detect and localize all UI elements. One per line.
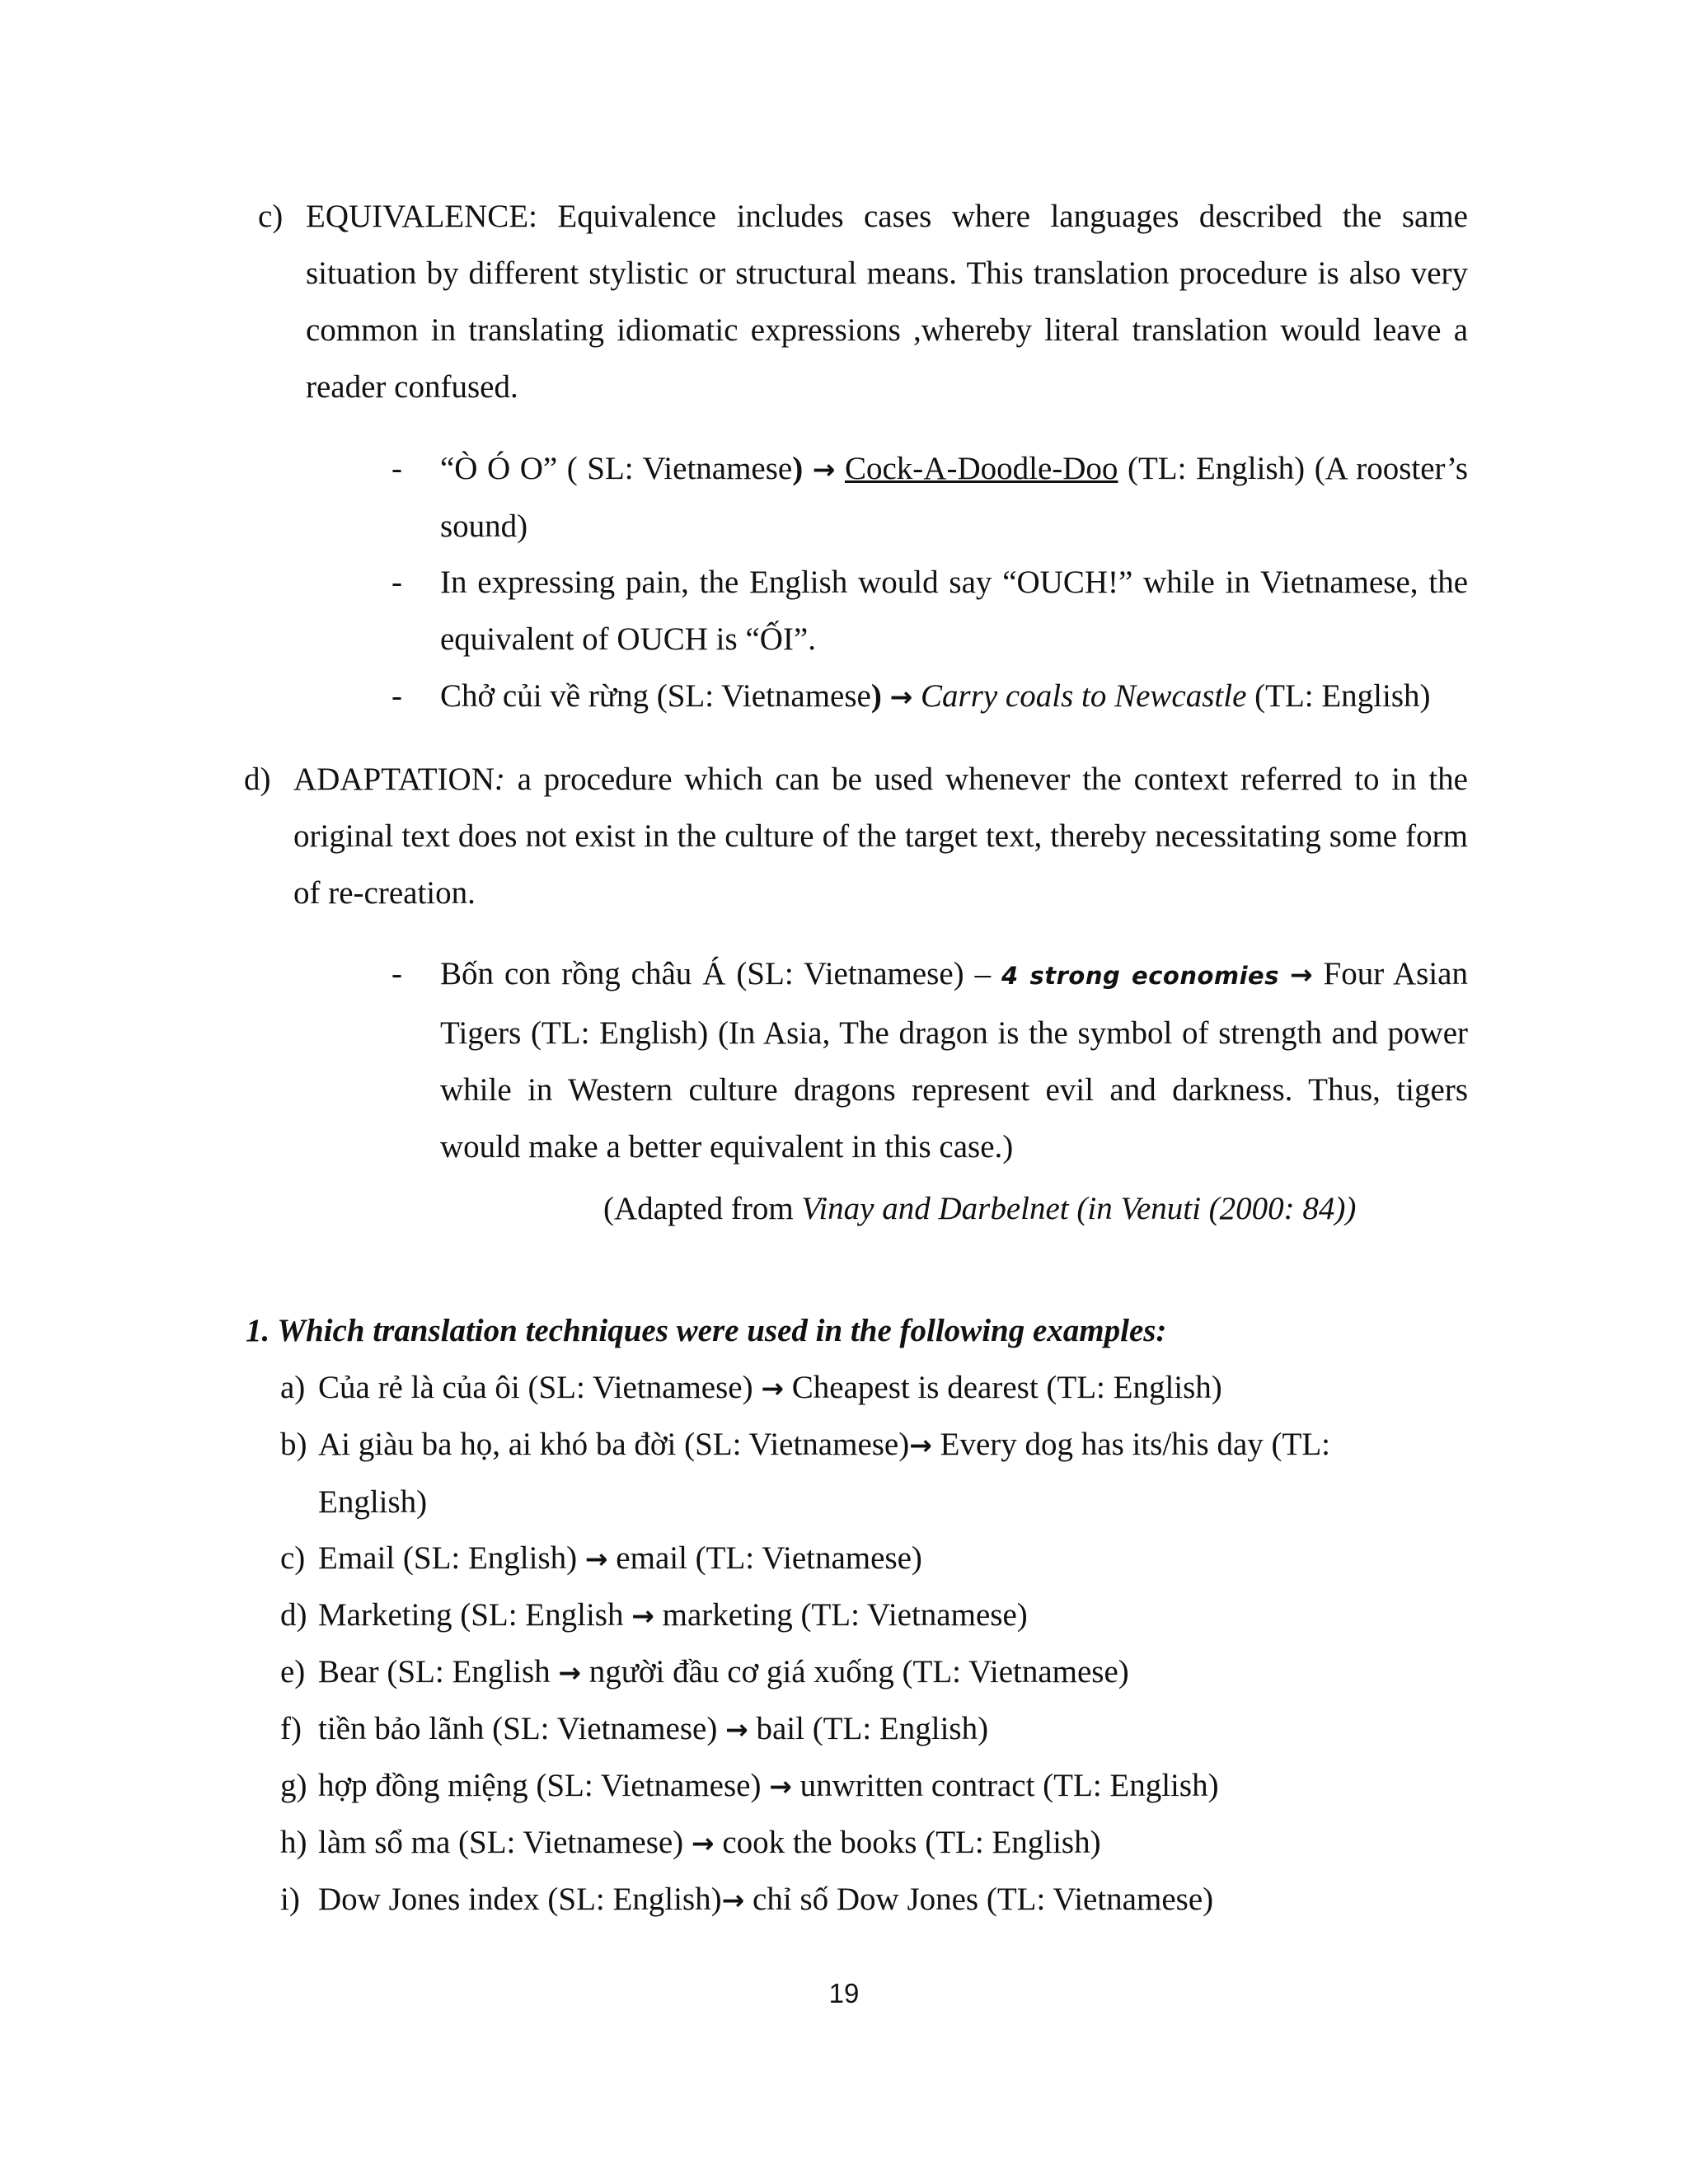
exercise-item-source: Marketing (SL: English (318, 1597, 632, 1633)
underlined-term: Cock-A-Doodle-Doo (844, 451, 1118, 486)
bullet-carry-coals (392, 668, 1468, 725)
bullet-text-post: Four Asian Tigers (TL: English) (In Asia, The dragon is the symbol of strength and power while in Western culture dragons represent evil and darkness. Thus, tigers would make a better equivalent in this case.) (440, 956, 1468, 1165)
arrow-icon: → (909, 1429, 932, 1461)
bullet-asian-tigers (392, 945, 1468, 1175)
arrow-icon: → (691, 1827, 715, 1859)
exercise-item-label: i) (280, 1882, 300, 1917)
exercise-item-g (280, 1757, 1219, 1815)
section-d-adaptation (244, 751, 1468, 921)
bullet-text-pre: “Ò Ó O” ( SL: Vietnamese (440, 451, 793, 486)
section-c-text: EQUIVALENCE: Equivalence includes cases where languages described the same situation by different stylistic or structural means. This translation procedure is also very common in translating idiomatic expressions ,whereby literal translation would leave a reader confused. (306, 199, 1468, 405)
exercise-item-target: người đầu cơ giá xuống (TL: Vietnamese) (581, 1654, 1129, 1690)
section-d-title: ADAPTATION (293, 762, 495, 797)
arrow-icon: → (1289, 958, 1313, 991)
exercise-item-source: hợp đồng miệng (SL: Vietnamese) (318, 1768, 770, 1803)
exercise-item-label: h) (280, 1825, 307, 1860)
exercise-item-f (280, 1700, 989, 1758)
exercise-item-source: Bear (SL: English (318, 1654, 559, 1690)
exercise-item-label: a) (280, 1370, 306, 1405)
bullet-rooster-sound (392, 440, 1468, 555)
bullet-dash: - (392, 678, 402, 714)
arrow-icon: → (558, 1657, 582, 1689)
arrow-icon: → (725, 1713, 748, 1746)
bullet-text-pre: Chở củi về rừng (SL: Vietnamese (440, 678, 871, 714)
exercise-item-target: chỉ số Dow Jones (TL: Vietnamese) (744, 1882, 1214, 1917)
page-number: 19 (828, 1978, 860, 2008)
exercise-item-source: Dow Jones index (SL: English) (318, 1882, 722, 1917)
arrow-icon: → (584, 1543, 608, 1575)
bullet-dash: - (392, 565, 402, 600)
handwritten-annotation: 4 strong economies (1001, 962, 1279, 990)
exercise-item-e (280, 1643, 1129, 1701)
bullet-dash: - (392, 956, 402, 991)
arrow-icon: → (721, 1884, 745, 1916)
section-c-label: c) (258, 199, 284, 234)
source-prefix: (Adapted from (603, 1191, 802, 1226)
exercise-item-c (280, 1530, 922, 1587)
exercise-item-label: d) (280, 1597, 307, 1633)
arrow-icon: → (761, 1372, 784, 1404)
section-d-text: a procedure which can be used whenever the context referred to in the original text does not exist in the culture of the target text, thereby necessitating some form of re-creation. (293, 762, 1468, 911)
bullet-text-pre: Bốn con rồng châu Á (SL: Vietnamese) – (440, 956, 1002, 991)
exercise-item-i (280, 1871, 1214, 1929)
exercise-item-h (280, 1814, 1101, 1872)
bullet-text-post: (TL: English) (1246, 678, 1431, 714)
exercise-item-source: Ai giàu ba họ, ai khó ba đời (SL: Vietnamese) (318, 1427, 910, 1462)
source-citation (603, 1180, 1356, 1237)
arrow-icon: → (889, 681, 913, 713)
arrow-icon: → (769, 1770, 792, 1802)
exercise-item-label: b) (280, 1427, 307, 1462)
exercise-item-label: c) (280, 1540, 306, 1576)
exercise-item-label: g) (280, 1768, 307, 1803)
bullet-dash: - (392, 451, 402, 486)
bullet-text: In expressing pain, the English would say “OUCH!” while in Vietnamese, the equivalent of OUCH is “ỐI”. (440, 565, 1468, 657)
exercise-heading: 1. Which translation techniques were used in the following examples: (246, 1313, 1167, 1348)
exercise-item-target: bail (TL: English) (748, 1711, 989, 1746)
exercise-item-label: f) (280, 1711, 302, 1746)
exercise-item-b (280, 1416, 1390, 1530)
italic-term: Carry coals to Newcastle (921, 678, 1247, 714)
exercise-item-target: unwritten contract (TL: English) (791, 1768, 1219, 1803)
exercise-item-d (280, 1586, 1028, 1644)
section-d-colon: : (494, 762, 505, 797)
bullet-expressing-pain (392, 554, 1468, 668)
exercise-item-target: marketing (TL: Vietnamese) (654, 1597, 1028, 1633)
exercise-item-target: Cheapest is dearest (TL: English) (784, 1370, 1222, 1405)
bullet-text-post: (TL: English) (A rooster’s sound) (440, 451, 1468, 544)
bold-paren: ) (792, 451, 804, 486)
exercise-item-source: Email (SL: English) (318, 1540, 585, 1576)
arrow-icon: → (812, 453, 836, 485)
exercise-item-source: làm sổ ma (SL: Vietnamese) (318, 1825, 692, 1860)
exercise-item-target: cook the books (TL: English) (714, 1825, 1101, 1860)
exercise-item-target: Every dog has its/his day (TL: English) (318, 1427, 1330, 1520)
exercise-item-source: Của rẻ là của ôi (SL: Vietnamese) (318, 1370, 762, 1405)
exercise-item-a (280, 1359, 1222, 1417)
bold-paren: ) (870, 678, 882, 714)
section-c-equivalence (258, 188, 1468, 415)
arrow-icon: → (631, 1600, 654, 1632)
source-authors: Vinay and Darbelnet (in Venuti (2000: 84)) (801, 1191, 1357, 1226)
exercise-item-target: email (TL: Vietnamese) (607, 1540, 922, 1576)
section-d-label: d) (244, 762, 271, 797)
exercise-item-label: e) (280, 1654, 306, 1690)
exercise-item-source: tiền bảo lãnh (SL: Vietnamese) (318, 1711, 726, 1746)
